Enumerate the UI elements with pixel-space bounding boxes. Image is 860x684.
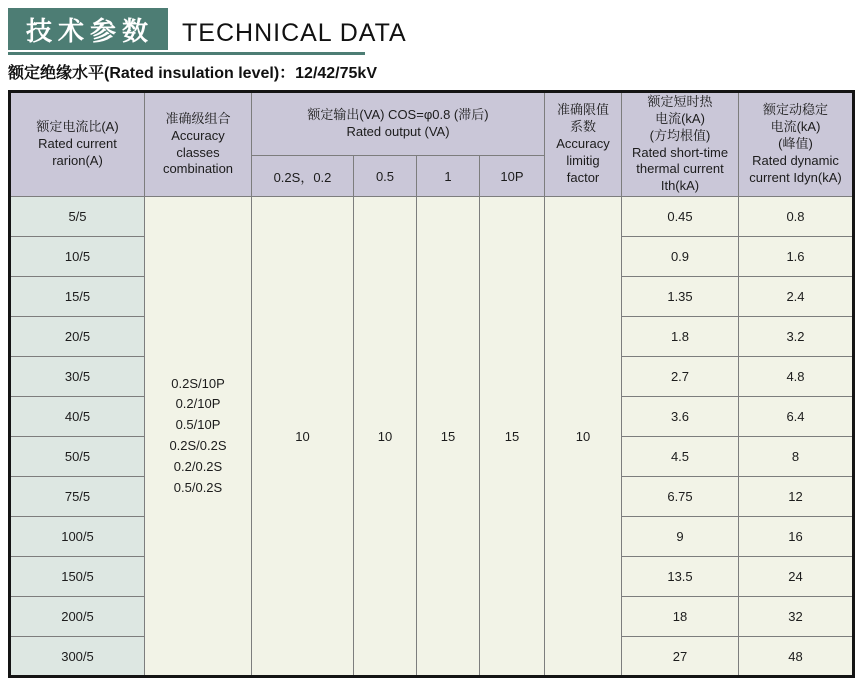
subcol-header-10p: 10P bbox=[480, 156, 545, 197]
ith-cell: 2.7 bbox=[622, 357, 739, 397]
col-header-rated-output-group: 额定输出(VA) COS=φ0.8 (滞后) Rated output (VA) bbox=[252, 92, 545, 156]
title-bar bbox=[8, 8, 860, 50]
ratio-cell: 75/5 bbox=[10, 477, 145, 517]
ith-cell: 9 bbox=[622, 517, 739, 557]
subcol-header-0_5: 0.5 bbox=[354, 156, 417, 197]
idyn-cell: 24 bbox=[739, 557, 854, 597]
ith-cell: 18 bbox=[622, 597, 739, 637]
ratio-cell: 20/5 bbox=[10, 317, 145, 357]
idyn-cell: 0.8 bbox=[739, 197, 854, 237]
idyn-cell: 2.4 bbox=[739, 277, 854, 317]
subcol-header-0_2s-0_2: 0.2S，0.2 bbox=[252, 156, 354, 197]
title-underline bbox=[8, 52, 365, 55]
idyn-cell: 6.4 bbox=[739, 397, 854, 437]
ratio-cell: 100/5 bbox=[10, 517, 145, 557]
ratio-cell: 10/5 bbox=[10, 237, 145, 277]
ratio-cell: 50/5 bbox=[10, 437, 145, 477]
subcol-header-1: 1 bbox=[417, 156, 480, 197]
col-header-short-time-thermal-current: 额定短时热 电流(kA) (方均根值) Rated short-time thermal current Ith(kA) bbox=[622, 92, 739, 197]
col-header-accuracy-classes: 准确级组合 Accuracy classes combination bbox=[145, 92, 252, 197]
technical-data-table bbox=[8, 90, 855, 678]
output-value-cell-0_2s-0_2: 10 bbox=[252, 197, 354, 677]
idyn-cell: 16 bbox=[739, 517, 854, 557]
idyn-cell: 12 bbox=[739, 477, 854, 517]
ratio-cell: 30/5 bbox=[10, 357, 145, 397]
output-value-cell-10p: 15 bbox=[480, 197, 545, 677]
idyn-cell: 48 bbox=[739, 637, 854, 677]
ith-cell: 6.75 bbox=[622, 477, 739, 517]
output-value-cell-0_5: 10 bbox=[354, 197, 417, 677]
ratio-cell: 15/5 bbox=[10, 277, 145, 317]
limit-factor-cell: 10 bbox=[545, 197, 622, 677]
title-en: TECHNICAL DATA bbox=[182, 19, 407, 47]
ith-cell: 3.6 bbox=[622, 397, 739, 437]
idyn-cell: 32 bbox=[739, 597, 854, 637]
output-value-cell-1: 15 bbox=[417, 197, 480, 677]
rated-insulation-level-line: 额定绝缘水平(Rated insulation level)：12/42/75kV bbox=[8, 65, 377, 82]
idyn-cell: 1.6 bbox=[739, 237, 854, 277]
col-header-accuracy-limit-factor: 准确限值 系数 Accuracy limitig factor bbox=[545, 92, 622, 197]
title-zh-badge: 技术参数 bbox=[8, 8, 168, 50]
ith-cell: 13.5 bbox=[622, 557, 739, 597]
idyn-cell: 4.8 bbox=[739, 357, 854, 397]
table-row bbox=[10, 197, 854, 237]
ith-cell: 1.35 bbox=[622, 277, 739, 317]
ith-cell: 27 bbox=[622, 637, 739, 677]
col-header-rated-current-ratio: 额定电流比(A) Rated current rarion(A) bbox=[10, 92, 145, 197]
ith-cell: 0.9 bbox=[622, 237, 739, 277]
col-header-dynamic-current: 额定动稳定 电流(kA) (峰值) Rated dynamic current Idyn(kA) bbox=[739, 92, 854, 197]
idyn-cell: 3.2 bbox=[739, 317, 854, 357]
ith-cell: 1.8 bbox=[622, 317, 739, 357]
ratio-cell: 40/5 bbox=[10, 397, 145, 437]
idyn-cell: 8 bbox=[739, 437, 854, 477]
ratio-cell: 300/5 bbox=[10, 637, 145, 677]
accuracy-classes-cell: 0.2S/10P 0.2/10P 0.5/10P 0.2S/0.2S 0.2/0.2S 0.5/0.2S bbox=[145, 197, 252, 677]
ratio-cell: 150/5 bbox=[10, 557, 145, 597]
ratio-cell: 200/5 bbox=[10, 597, 145, 637]
ith-cell: 4.5 bbox=[622, 437, 739, 477]
ith-cell: 0.45 bbox=[622, 197, 739, 237]
ratio-cell: 5/5 bbox=[10, 197, 145, 237]
